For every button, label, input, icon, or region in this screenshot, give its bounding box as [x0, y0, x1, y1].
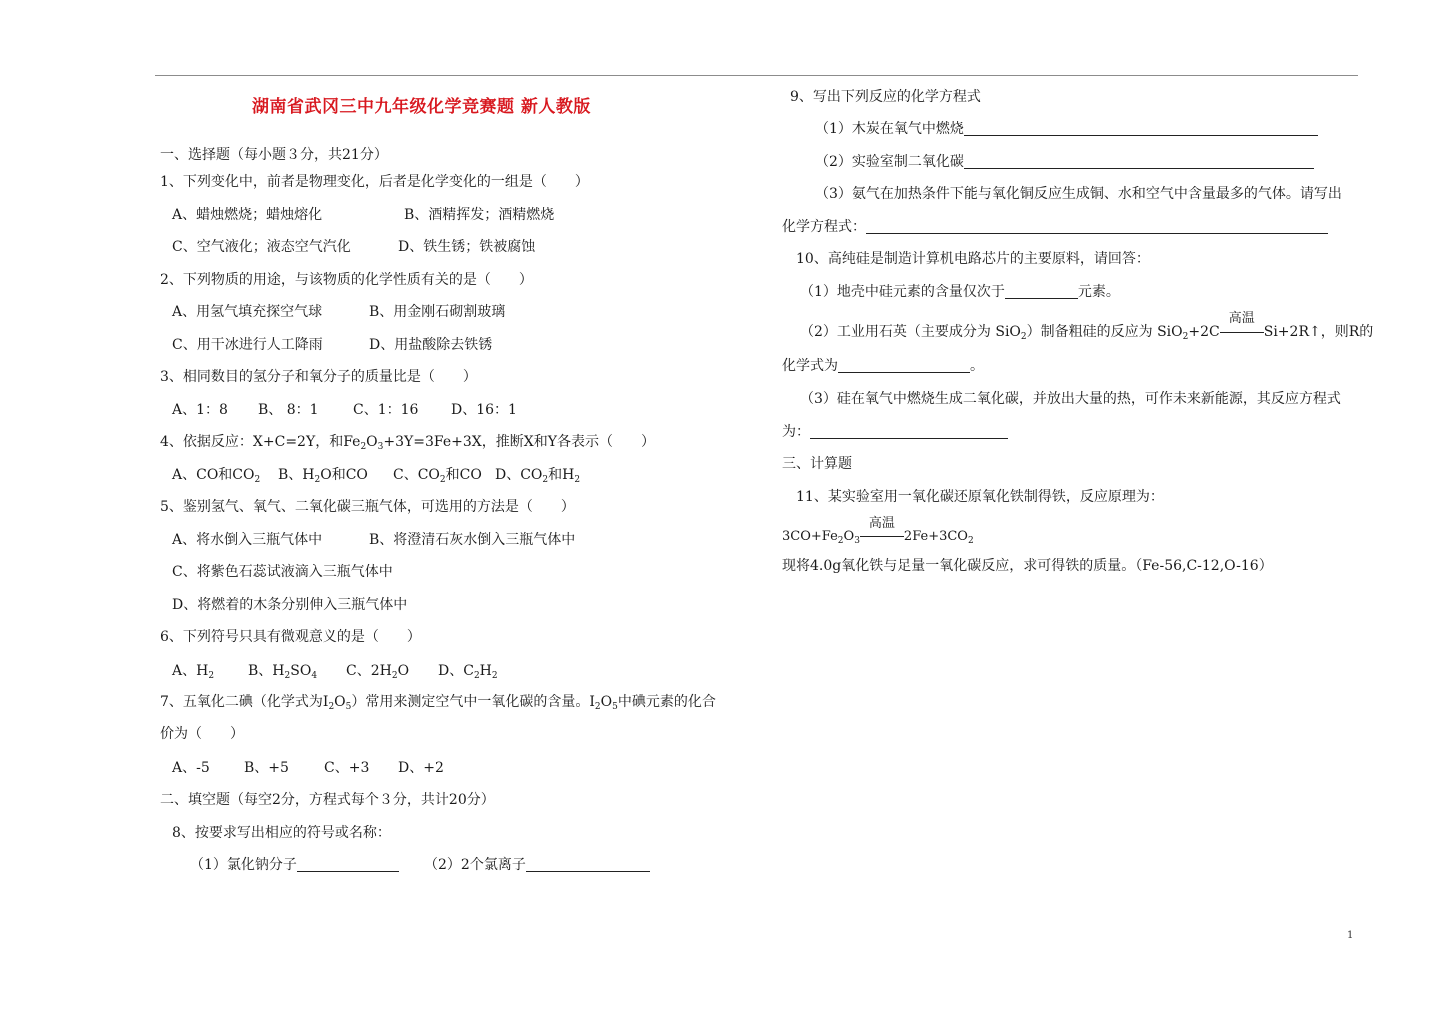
q7-option-c: C、+3	[324, 760, 370, 776]
q9-item-2: （2）实验室制二氧化碳	[815, 153, 1314, 171]
q11-task: 现将4.0g氧化铁与足量一氧化碳反应，求可得铁的质量。（Fe-56,C-12,O-16）	[782, 558, 1273, 574]
q2-option-b: B、用金刚石砌割玻璃	[369, 304, 506, 320]
answer-blank[interactable]	[866, 219, 1328, 234]
q5-option-d: D、将燃着的木条分别伸入三瓶气体中	[172, 597, 408, 613]
question-8: 8、按要求写出相应的符号或名称：	[172, 825, 391, 841]
q5-option-c: C、将紫色石蕊试液滴入三瓶气体中	[172, 564, 393, 580]
question-2: 2、下列物质的用途，与该物质的化学性质有关的是（ ）	[160, 272, 533, 288]
answer-blank[interactable]	[964, 121, 1318, 136]
question-4: 4、依据反应：X+C=2Y，和$Fe_2O_3+3Y=3Fe+3X$，推断X和Y各表示（ ）	[160, 434, 655, 452]
q2-option-a: A、用氢气填充探空气球	[172, 304, 323, 320]
question-5: 5、鉴别氢气、氧气、二氧化碳三瓶气体，可选用的方法是（ ）	[160, 499, 575, 515]
q5-option-a: A、将水倒入三瓶气体中	[172, 532, 323, 548]
question-1: 1、下列变化中，前者是物理变化，后者是化学变化的一组是（ ）	[160, 174, 589, 190]
question-6: 6、下列符号只具有微观意义的是（ ）	[160, 629, 421, 645]
answer-blank[interactable]	[964, 154, 1314, 169]
q6-option-c: C、$2H_2O$	[346, 663, 410, 681]
q3-option-a: A、1：8	[172, 402, 228, 418]
q10-item-1: （1）地壳中硅元素的含量仅次于 元素。	[800, 284, 1120, 300]
q3-option-c: C、1：16	[353, 402, 419, 418]
question-3: 3、相同数目的氢分子和氧分子的质量比是（ ）	[160, 369, 477, 385]
header-rule	[155, 75, 1358, 76]
q1-option-b: B、酒精挥发；酒精燃烧	[404, 207, 555, 223]
answer-blank[interactable]	[297, 857, 399, 872]
q10-item-2-line-2: 化学式为 。	[782, 358, 984, 374]
reaction-condition: 高温	[860, 528, 904, 546]
q3-option-b: B、 8：1	[258, 402, 319, 418]
q4-option-c: C、$CO_2$和CO	[393, 467, 482, 485]
q4-option-a: A、CO和$CO_2$	[172, 467, 261, 485]
answer-blank[interactable]	[838, 358, 970, 373]
answer-blank[interactable]	[810, 424, 1008, 439]
question-7: 7、五氧化二碘（化学式为$I_2O_5$）常用来测定空气中一氧化碳的含量。$I_2O_5$中碘元素的化合	[160, 694, 716, 712]
q10-item-3: （3）硅在氧气中燃烧生成二氧化碳，并放出大量的热，可作未来新能源，其反应方程式	[800, 391, 1341, 407]
answer-blank[interactable]	[526, 857, 650, 872]
q4-option-d: D、$CO_2$和$H_2$	[495, 467, 581, 485]
section-choice-heading: 一、选择题（每小题３分，共21分）	[160, 147, 388, 163]
question-9: 9、写出下列反应的化学方程式	[790, 89, 981, 105]
q5-option-b: B、将澄清石灰水倒入三瓶气体中	[369, 532, 576, 548]
q8-item-1: （1）氯化钠分子	[190, 856, 399, 874]
q1-option-a: A、蜡烛燃烧；蜡烛熔化	[172, 207, 323, 223]
q2-option-d: D、用盐酸除去铁锈	[369, 337, 493, 353]
q7-option-d: D、+2	[398, 760, 444, 776]
question-11: 11、某实验室用一氧化碳还原氧化铁制得铁，反应原理为：	[796, 489, 1164, 505]
q7-option-a: A、-5	[172, 760, 210, 776]
page-number: 1	[1347, 930, 1354, 941]
q9-item-1: （1）木炭在氧气中燃烧	[815, 120, 1318, 138]
q10-item-2: （2）工业用石英（主要成分为 SiO$_2$）制备粗硅的反应为 SiO$_2$+2C 高温 Si+2R↑，则R的	[800, 311, 1374, 342]
q2-option-c: C、用干冰进行人工降雨	[172, 337, 323, 353]
q9-item-3: （3）氨气在加热条件下能与氧化铜反应生成铜、水和空气中含量最多的气体。请写出	[815, 186, 1342, 202]
q6-option-a: A、$H_2$	[172, 663, 215, 681]
answer-blank[interactable]	[1005, 284, 1078, 299]
q9-item-3-line-2: 化学方程式：	[782, 218, 1328, 236]
q10-item-3-line-2: 为：	[782, 423, 1008, 441]
page-title: 湖南省武冈三中九年级化学竞赛题 新人教版	[252, 97, 591, 117]
q6-option-d: D、$C_2H_2$	[438, 663, 498, 681]
question-10: 10、高纯硅是制造计算机电路芯片的主要原料，请回答：	[796, 251, 1150, 267]
gas-arrow-icon: ↑	[1308, 324, 1321, 340]
q7-option-b: B、+5	[244, 760, 289, 776]
section-fill-heading: 二、填空题（每空2分，方程式每个３分，共计20分）	[160, 792, 495, 808]
q11-equation: $3CO+Fe_2O_3$ 高温 $2Fe+3CO_2$	[782, 516, 974, 546]
q1-option-c: C、空气液化；液态空气汽化	[172, 239, 351, 255]
q6-option-b: B、$H_2SO_4$	[248, 663, 318, 681]
section-calc-heading: 三、计算题	[782, 456, 852, 472]
q1-option-d: D、铁生锈；铁被腐蚀	[398, 239, 536, 255]
reaction-condition: 高温	[1220, 323, 1264, 341]
question-7-line-2: 价为（ ）	[160, 726, 244, 742]
q8-item-2: （2）2个氯离子	[424, 856, 650, 874]
q3-option-d: D、16：1	[451, 402, 517, 418]
q4-option-b: B、$H_2O$和CO	[278, 467, 368, 485]
